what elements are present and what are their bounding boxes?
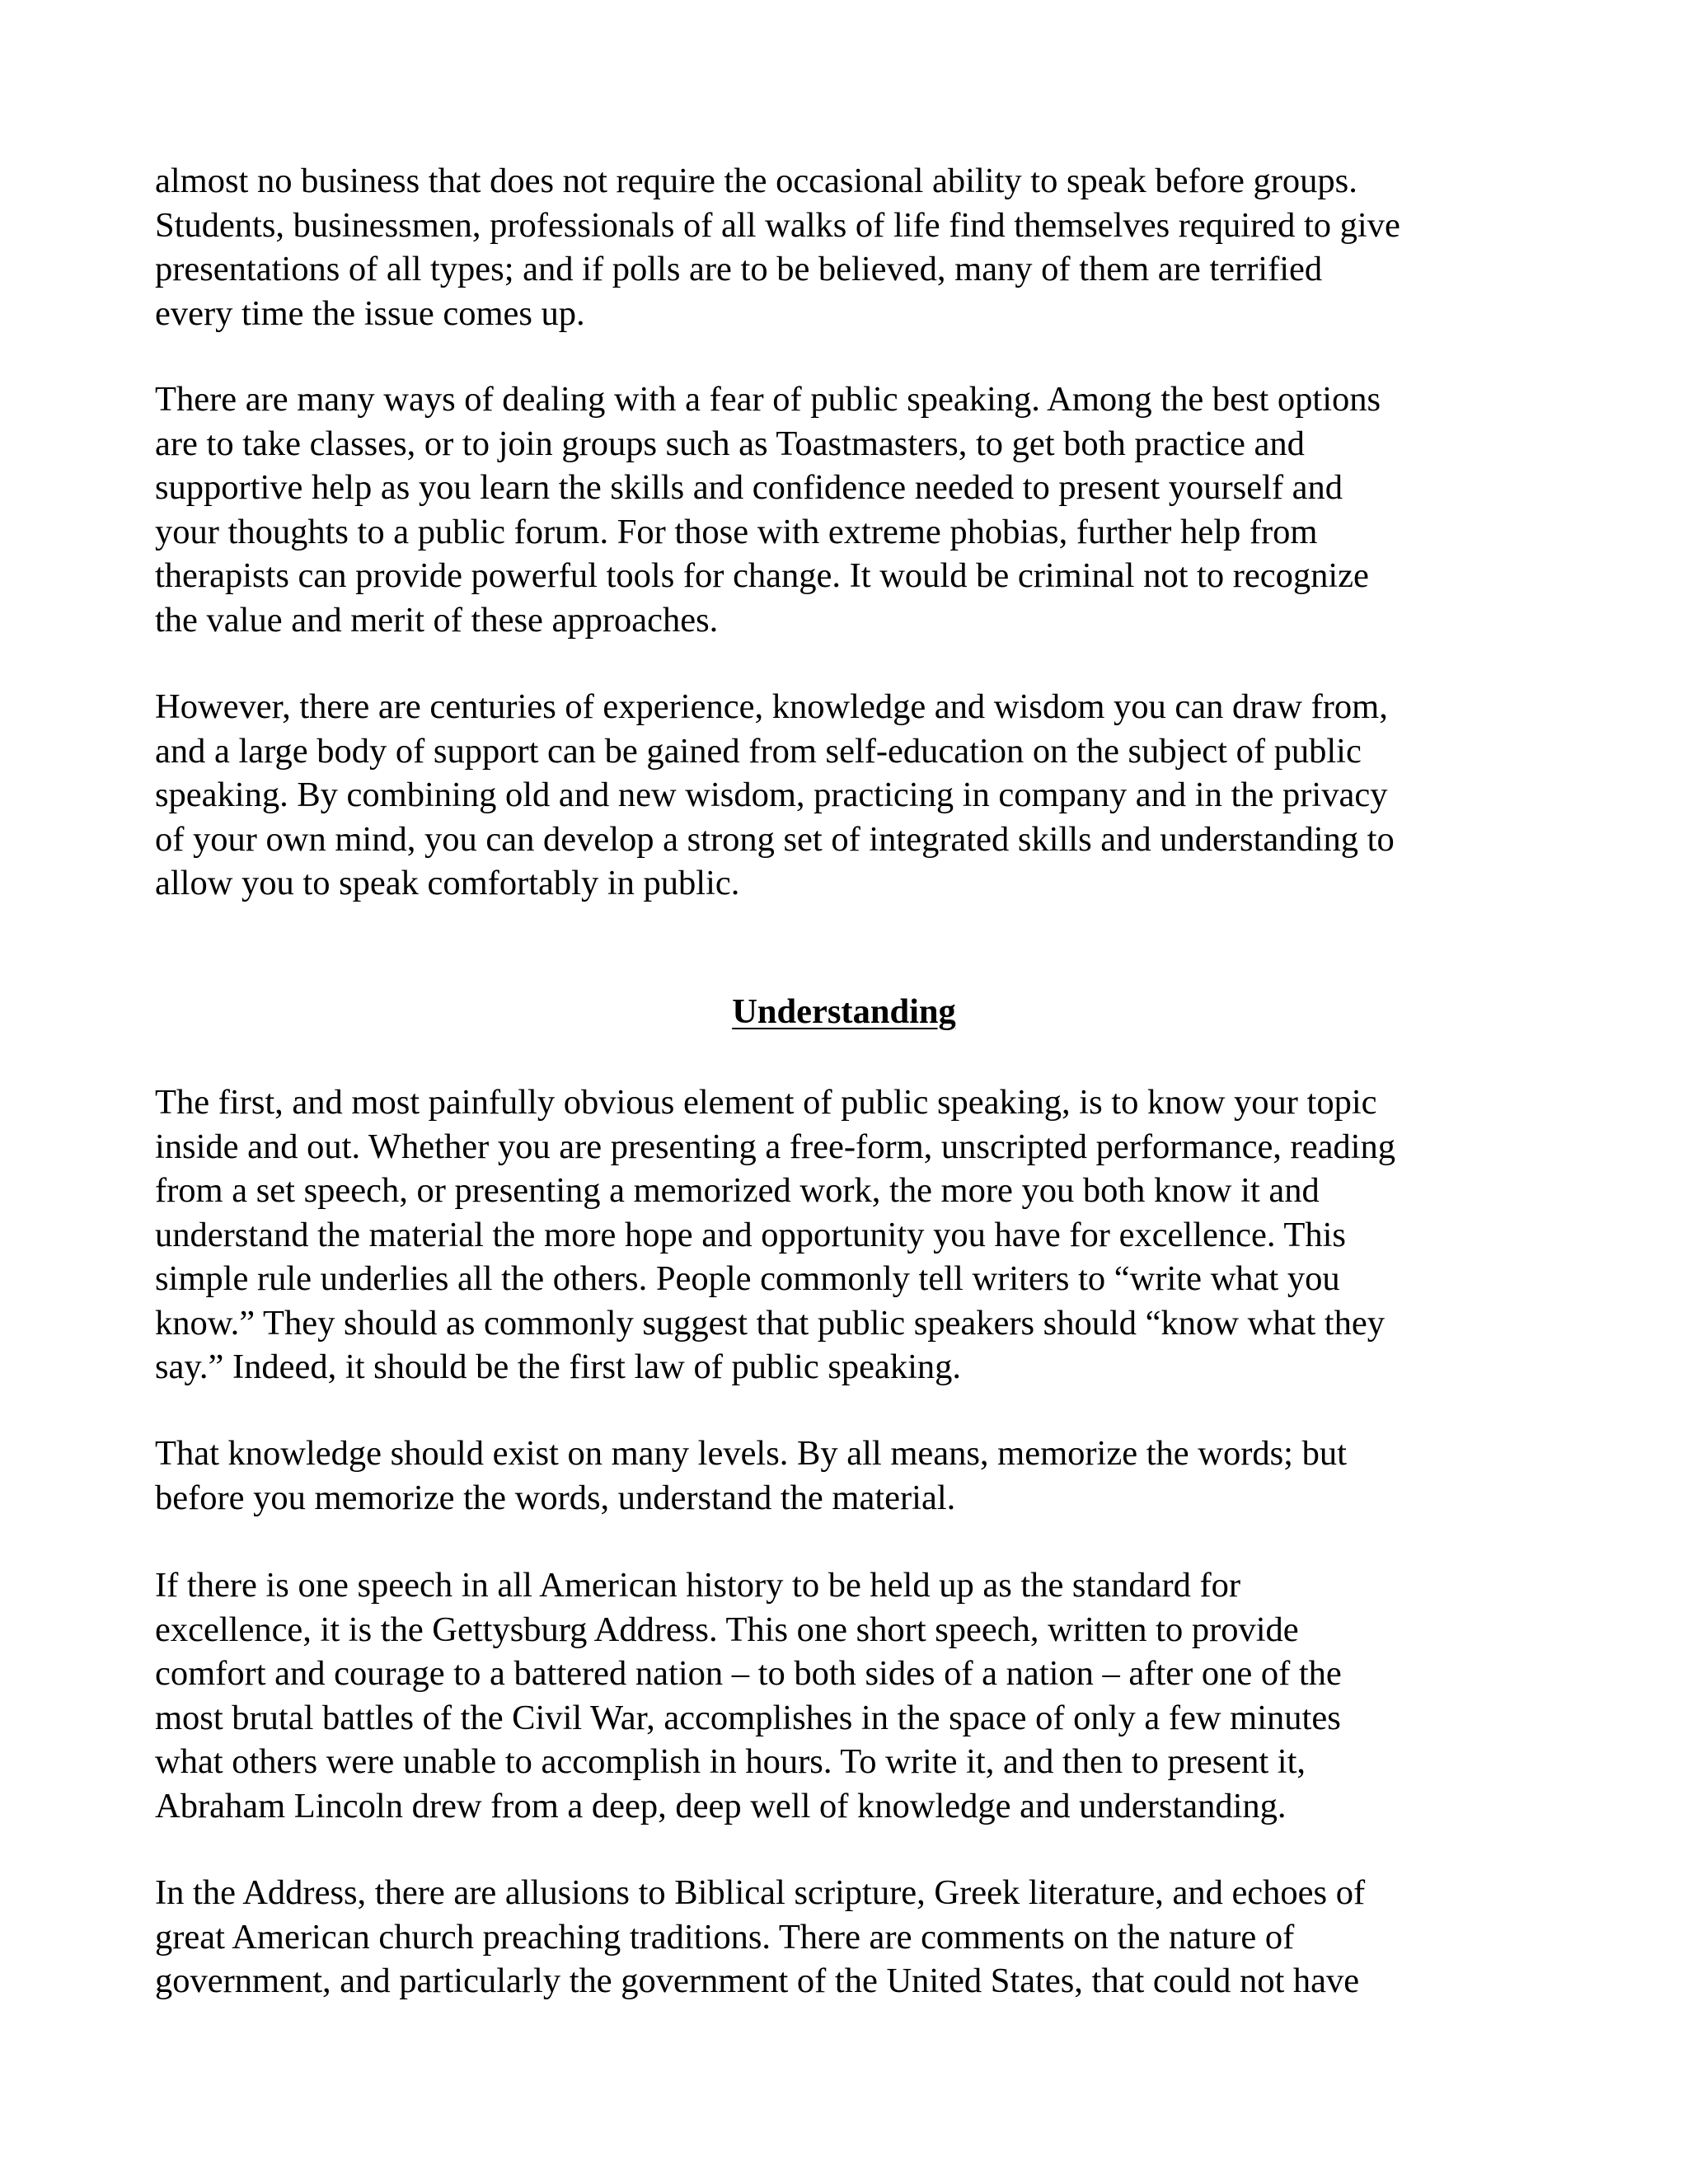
paragraph-dealing-with-fear xyxy=(155,377,1556,642)
paragraph-address-allusions xyxy=(155,1871,1556,2004)
paragraph-line: the value and merit of these approaches. xyxy=(155,600,719,640)
paragraph-line: There are many ways of dealing with a fear of public speaking. Among the best options xyxy=(155,380,1381,419)
paragraph-line: what others were unable to accomplish in hours. To write it, and then to present it, xyxy=(155,1742,1306,1781)
paragraph-line: supportive help as you learn the skills and confidence needed to present yourself and xyxy=(155,468,1343,507)
paragraph-line: The first, and most painfully obvious element of public speaking, is to know your topic xyxy=(155,1083,1377,1122)
paragraph-gettysburg-address xyxy=(155,1563,1556,1828)
paragraph-line: simple rule underlies all the others. People commonly tell writers to “write what you xyxy=(155,1259,1340,1298)
paragraph-line: almost no business that does not require the occasional ability to speak before groups. xyxy=(155,162,1357,200)
paragraph-line: allow you to speak comfortably in public. xyxy=(155,864,740,902)
paragraph-line: speaking. By combining old and new wisdom, practicing in company and in the privacy xyxy=(155,776,1388,814)
paragraph-know-your-topic xyxy=(155,1080,1556,1390)
paragraph-line: comfort and courage to a battered nation – to both sides of a nation – after one of the xyxy=(155,1654,1342,1693)
paragraph-line: government, and particularly the government of the United States, that could not have xyxy=(155,1961,1360,2000)
paragraph-line: are to take classes, or to join groups such as Toastmasters, to get both practice and xyxy=(155,424,1305,463)
paragraph-line: and a large body of support can be gained from self-education on the subject of public xyxy=(155,731,1362,771)
paragraph-line: However, there are centuries of experience, knowledge and wisdom you can draw from, xyxy=(155,687,1388,726)
paragraph-line: understand the material the more hope and opportunity you have for excellence. This xyxy=(155,1215,1346,1254)
paragraph-line: of your own mind, you can develop a strong set of integrated skills and understanding to xyxy=(155,819,1395,859)
paragraph-line: great American church preaching traditions. There are comments on the nature of xyxy=(155,1917,1295,1957)
paragraph-line: Students, businessmen, professionals of all walks of life find themselves required to give xyxy=(155,205,1400,245)
paragraph-line: before you memorize the words, understand the material. xyxy=(155,1478,956,1517)
section-heading xyxy=(0,990,1688,1034)
paragraph-line: say.” Indeed, it should be the first law of public speaking. xyxy=(155,1347,962,1386)
paragraph-line: most brutal battles of the Civil War, accomplishes in the space of only a few minutes xyxy=(155,1698,1341,1737)
paragraph-line: inside and out. Whether you are presenting a free-form, unscripted performance, reading xyxy=(155,1127,1395,1166)
section-heading-text: Understanding xyxy=(732,992,956,1031)
paragraph-line: excellence, it is the Gettysburg Address. This one short speech, written to provide xyxy=(155,1610,1299,1649)
paragraph-line: every time the issue comes up. xyxy=(155,293,585,333)
paragraph-line: presentations of all types; and if polls are to be believed, many of them are terrified xyxy=(155,250,1323,288)
paragraph-line: from a set speech, or presenting a memorized work, the more you both know it and xyxy=(155,1171,1320,1210)
paragraph-line: therapists can provide powerful tools for change. It would be criminal not to recognize xyxy=(155,556,1369,595)
paragraph-line: your thoughts to a public forum. For those with extreme phobias, further help from xyxy=(155,512,1318,551)
paragraph-line: If there is one speech in all American history to be held up as the standard for xyxy=(155,1566,1241,1605)
paragraph-line: know.” They should as commonly suggest that public speakers should “know what they xyxy=(155,1303,1385,1343)
paragraph-centuries-of-experience xyxy=(155,685,1556,906)
paragraph-line: That knowledge should exist on many levels. By all means, memorize the words; but xyxy=(155,1434,1347,1473)
paragraph-line: Abraham Lincoln drew from a deep, deep well of knowledge and understanding. xyxy=(155,1786,1287,1825)
paragraph-knowledge-levels xyxy=(155,1432,1556,1520)
paragraph-line: In the Address, there are allusions to Biblical scripture, Greek literature, and echoes of xyxy=(155,1873,1366,1912)
paragraph-business-speaking xyxy=(155,159,1556,335)
